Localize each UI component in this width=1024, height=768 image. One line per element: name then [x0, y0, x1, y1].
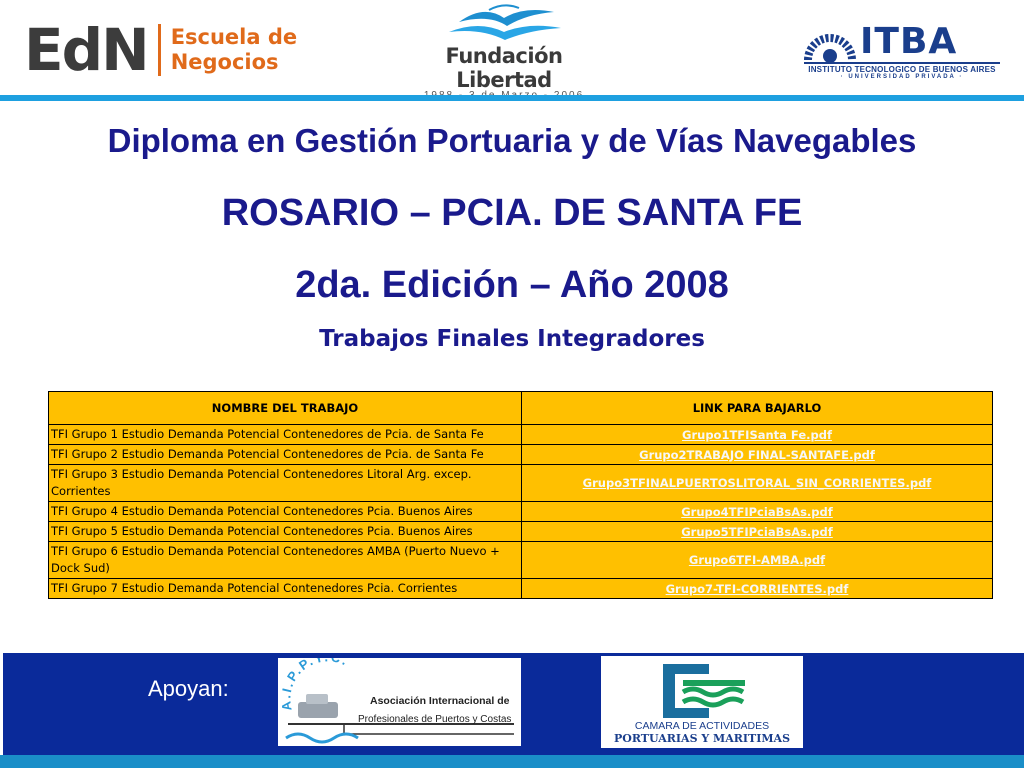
edn-logo [24, 18, 297, 82]
itba-word: ITBA [860, 21, 958, 62]
aippyc-line1: Asociación Internacional de [370, 695, 510, 707]
edition-title: 2da. Edición – Año 2008 [295, 264, 729, 306]
fundacion-name: Fundación Libertad [445, 44, 563, 92]
edn-mark: EdN [24, 16, 148, 84]
bird-wave-icon [429, 2, 579, 44]
itba-logo [804, 22, 1000, 84]
work-name: TFI Grupo 5 Estudio Demanda Potencial Contenedores Pcia. Buenos Aires [49, 522, 522, 542]
itba-arc-icon [804, 22, 856, 62]
camara-line1: CAMARA DE ACTIVIDADES [634, 720, 770, 732]
table-row [49, 522, 993, 542]
itba-subtitle: INSTITUTO TECNOLOGICO DE BUENOS AIRES [804, 62, 1000, 74]
download-link[interactable]: Grupo2TRABAJO FINAL-SANTAFE.pdf [522, 445, 993, 465]
camara-logo [601, 656, 803, 748]
col-header-link: LINK PARA BAJARLO [522, 392, 993, 425]
page-title: Diploma en Gestión Portuaria y de Vías Navegables [107, 122, 917, 159]
table-row [49, 542, 993, 579]
footer-strip [0, 755, 1024, 768]
table-header-row [49, 392, 993, 425]
camara-emblem-icon [601, 656, 803, 748]
itba-tagline: · UNIVERSIDAD PRIVADA · [840, 74, 964, 80]
header-bar [0, 0, 1024, 96]
camara-line2: PORTUARIAS Y MARITIMAS [613, 732, 791, 745]
aippyc-logo [278, 658, 521, 746]
table-row [49, 502, 993, 522]
location-title: ROSARIO – PCIA. DE SANTA FE [221, 192, 803, 234]
aippyc-line2: Profesionales de Puertos y Costas [358, 714, 512, 725]
section-subtitle: Trabajos Finales Integradores [319, 326, 705, 352]
apoyan-label: Apoyan: [148, 676, 229, 701]
edn-divider [158, 24, 161, 76]
download-link[interactable]: Grupo5TFIPciaBsAs.pdf [522, 522, 993, 542]
download-link[interactable]: Grupo4TFIPciaBsAs.pdf [522, 502, 993, 522]
download-link[interactable]: Grupo6TFI-AMBA.pdf [522, 542, 993, 579]
work-name: TFI Grupo 4 Estudio Demanda Potencial Contenedores Pcia. Buenos Aires [49, 502, 522, 522]
aippyc-emblem-icon [278, 658, 521, 746]
download-link[interactable]: Grupo3TFINALPUERTOSLITORAL_SIN_CORRIENTES.pdf [522, 465, 993, 502]
table-row [49, 579, 993, 599]
work-name: TFI Grupo 7 Estudio Demanda Potencial Contenedores Pcia. Corrientes [49, 579, 522, 599]
work-name: TFI Grupo 2 Estudio Demanda Potencial Contenedores de Pcia. de Santa Fe [49, 445, 522, 465]
work-name: TFI Grupo 1 Estudio Demanda Potencial Contenedores de Pcia. de Santa Fe [49, 425, 522, 445]
works-table [48, 391, 993, 599]
work-name: TFI Grupo 6 Estudio Demanda Potencial Contenedores AMBA (Puerto Nuevo + Dock Sud) [49, 542, 522, 579]
download-link[interactable]: Grupo1TFISanta Fe.pdf [522, 425, 993, 445]
edn-text [171, 25, 297, 75]
svg-text:A.I.P.P.Y.C.: A.I.P.P. . [278, 658, 352, 712]
edn-line2: Negocios [170, 50, 279, 74]
header-rule [0, 95, 1024, 101]
work-name: TFI Grupo 3 Estudio Demanda Potencial Contenedores Litoral Arg. excep. Corrientes [49, 465, 522, 502]
table-row [49, 445, 993, 465]
col-header-name: NOMBRE DEL TRABAJO [49, 392, 522, 425]
table-row [49, 465, 993, 502]
edn-line1: Escuela de [170, 25, 298, 49]
table-row [49, 425, 993, 445]
download-link[interactable]: Grupo7-TFI-CORRIENTES.pdf [522, 579, 993, 599]
fundacion-libertad-logo [406, 0, 602, 92]
